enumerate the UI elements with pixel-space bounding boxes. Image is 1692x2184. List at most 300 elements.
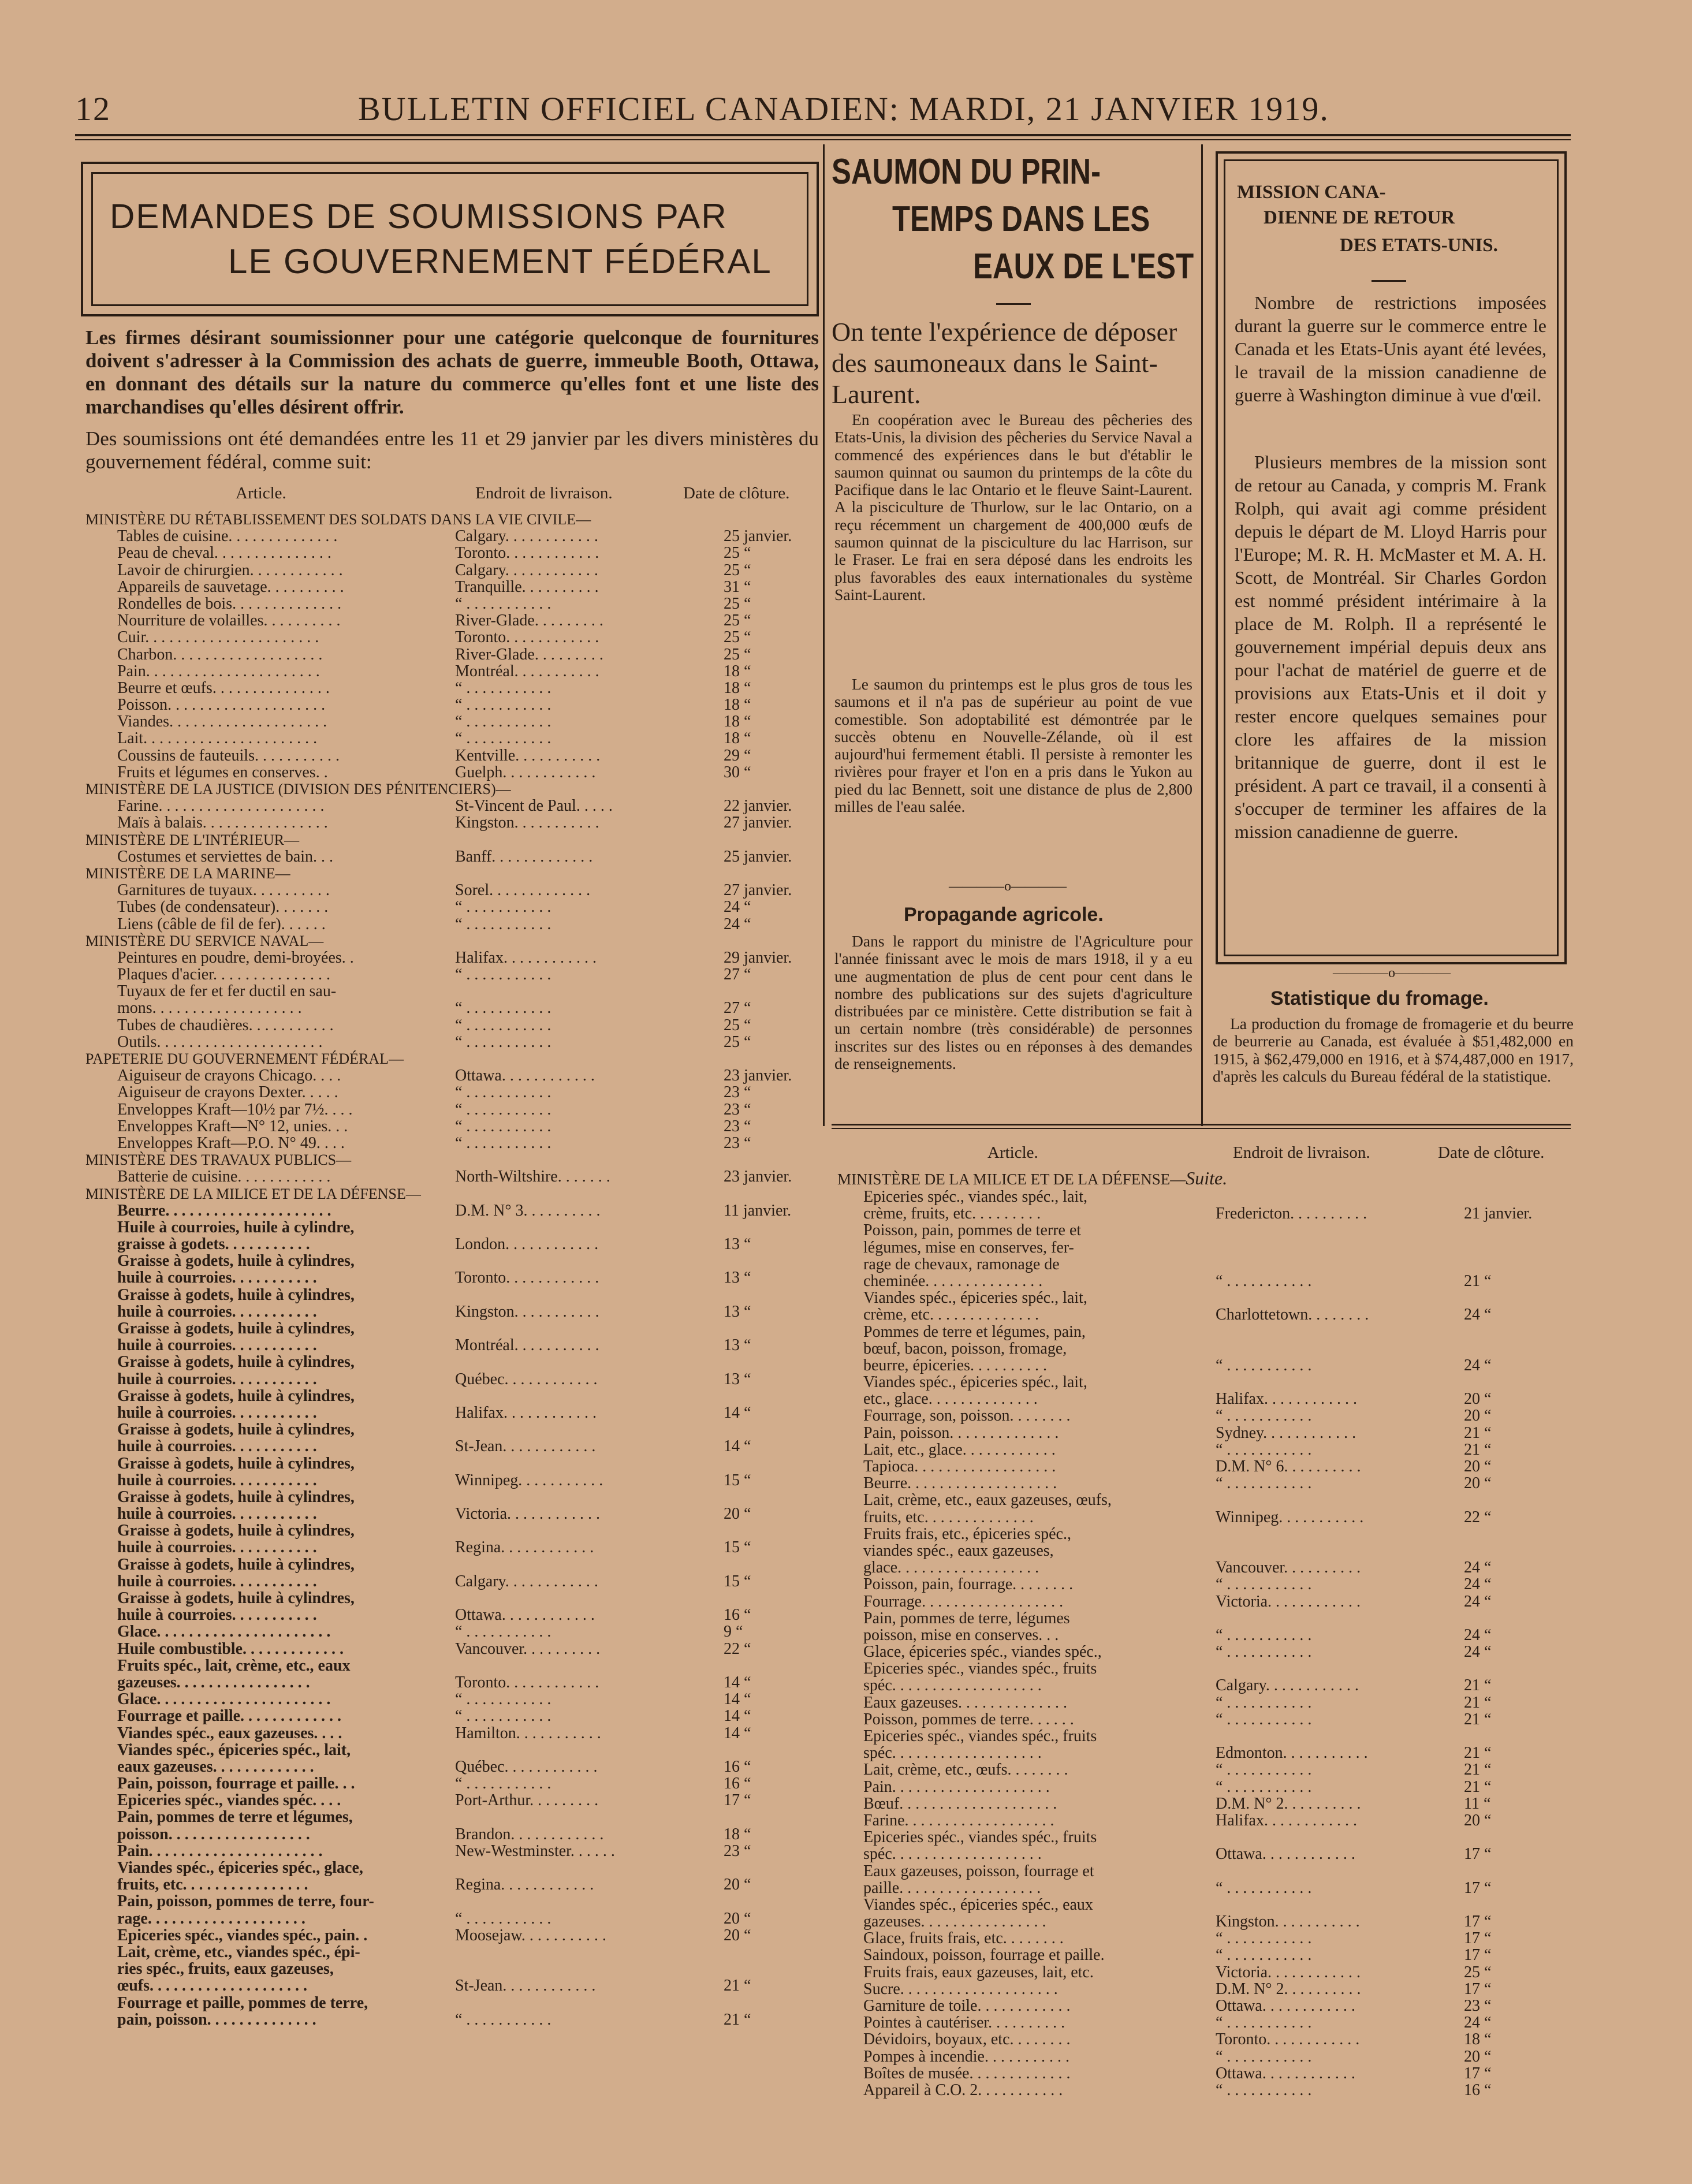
article-cell: Viandes spéc., épiceries spéc., eaux (863, 1895, 1093, 1914)
closing-date-cell: 13 “ (724, 1302, 751, 1321)
closing-date-cell: 21 “ (1464, 1744, 1492, 1762)
salmon-heading-line3: EAUX DE L'EST (973, 247, 1194, 286)
closing-date-cell: 23 “ (724, 1134, 751, 1152)
table-row (85, 1388, 819, 1404)
closing-date-cell: 14 “ (724, 1707, 751, 1725)
closing-date-cell: 23 “ (1464, 1997, 1492, 2015)
closing-date-cell: 20 “ (1464, 1811, 1492, 1829)
agri-heading: Propagande agricole. (904, 904, 1104, 926)
delivery-cell: Halifax. . . . . . . . . . . . (1216, 1390, 1357, 1408)
article-cell: mons. . . . . . . . . . . . . . . . . . . (117, 999, 302, 1018)
delivery-cell: Victoria. . . . . . . . . . . . (455, 1505, 601, 1523)
table-row (85, 1000, 819, 1016)
table-row (85, 1017, 819, 1034)
article-cell: Graisse à godets, huile à cylindres, (117, 1488, 355, 1506)
delivery-cell: New-Westminster. . . . . . (455, 1842, 615, 1860)
table-row (85, 1135, 819, 1151)
table-row (837, 1913, 1571, 1930)
delivery-cell: Québec. . . . . . . . . . . . (455, 1757, 598, 1776)
delivery-cell: “ . . . . . . . . . . . (455, 915, 551, 933)
lower-tender-table (837, 1188, 1571, 2099)
table-row (85, 2011, 819, 2028)
table-row (85, 1253, 819, 1269)
delivery-cell: “ . . . . . . . . . . . (455, 1690, 551, 1709)
table-row (85, 1101, 819, 1118)
article-cell: Huile combustible. . . . . . . . . . . . . (117, 1639, 344, 1658)
article-cell: Lait. . . . . . . . . . . . . . . . . . . . . . (117, 729, 318, 748)
delivery-cell: Halifax. . . . . . . . . . . . (455, 948, 597, 967)
table-row (85, 1775, 819, 1792)
table-row (85, 629, 819, 646)
table-row (85, 814, 819, 831)
article-cell: Sucre. . . . . . . . . . . . . . . . . . . . (863, 1980, 1058, 1998)
table-row (85, 1977, 819, 1994)
article-cell: Graisse à godets, huile à cylindres, (117, 1522, 355, 1540)
table-row (85, 696, 819, 713)
delivery-cell: Québec. . . . . . . . . . . . (455, 1370, 598, 1388)
table-row (85, 1472, 819, 1489)
table-row (837, 1593, 1571, 1610)
article-cell: Garnitures de tuyaux. . . . . . . . . . (117, 881, 330, 900)
article-cell: huile à courroies. . . . . . . . . . . (117, 1269, 317, 1287)
col-article: Article. (236, 484, 286, 502)
article-cell: Saindoux, poisson, fourrage et paille. (863, 1946, 1105, 1965)
delivery-cell: St-Vincent de Paul. . . . . (455, 797, 613, 815)
closing-date-cell: 21 “ (1464, 1693, 1492, 1712)
closing-date-cell: 18 “ (724, 713, 751, 731)
article-cell: Beurre. . . . . . . . . . . . . . . . . . . . . (117, 1201, 331, 1220)
closing-date-cell: 17 “ (724, 1791, 751, 1810)
closing-date-cell: 14 “ (724, 1690, 751, 1709)
delivery-cell: Victoria. . . . . . . . . . . . (1216, 1963, 1361, 1981)
article-cell: Lait, crème, etc., œufs. . . . . . . . (863, 1761, 1068, 1779)
article-cell: Epiceries spéc., viandes spéc., lait, (863, 1188, 1087, 1206)
closing-date-cell: 27 janvier. (724, 814, 792, 832)
article-cell: Plaques d'acier. . . . . . . . . . . . . . . (117, 966, 330, 984)
article-cell: Tubes de chaudières. . . . . . . . . . . (117, 1016, 334, 1034)
table-row (837, 1896, 1571, 1913)
delivery-cell: “ . . . . . . . . . . . (1216, 1879, 1312, 1897)
closing-date-cell: 9 “ (724, 1623, 743, 1641)
article-cell: etc., glace. . . . . . . . . . . . . . (863, 1390, 1038, 1408)
closing-date-cell: 21 “ (1464, 1676, 1492, 1695)
closing-date-cell: 24 “ (724, 898, 751, 916)
article-cell: Graisse à godets, huile à cylindres, (117, 1252, 355, 1270)
delivery-cell: “ . . . . . . . . . . . (455, 1117, 551, 1135)
col-endroit: Endroit de livraison. (475, 484, 613, 502)
delivery-cell: Halifax. . . . . . . . . . . . (1216, 1811, 1357, 1829)
table-row (85, 899, 819, 915)
closing-date-cell: 29 “ (724, 746, 751, 765)
article-cell: Tuyaux de fer et fer ductil en sau- (117, 982, 337, 1001)
article-cell: Graisse à godets, huile à cylindres, (117, 1555, 355, 1574)
delivery-cell: “ . . . . . . . . . . . (1216, 1575, 1312, 1594)
article-cell: Graisse à godets, huile à cylindres, (117, 1589, 355, 1607)
article-cell: rage. . . . . . . . . . . . . . . . . . . . (117, 1909, 305, 1928)
delivery-cell: Sorel. . . . . . . . . . . . . (455, 881, 591, 900)
ministry-label: MINISTÈRE DES TRAVAUX PUBLICS— (85, 1151, 352, 1169)
table-row (837, 1795, 1571, 1812)
table-row (85, 1421, 819, 1438)
salmon-paragraph-2: Le saumon du printemps est le plus gros de tous les saumons et il n'a pas de supérieur au point de vue comestible. Son adoptabilité est démontrée par le succès obtenu en Nouvelle-Zélande, où il est aujourd'hui fermement établi. Il persiste à remonter les rivières pour frayer et l'on en a pris dans le Yukon au pied du lac Bennett, soit une distance de plus de 2,800 milles de l'eau salée. (834, 675, 1192, 816)
ministry-label: MINISTÈRE DE LA JUSTICE (DIVISION DES PÉNITENCIERS)— (85, 781, 511, 797)
delivery-cell: “ . . . . . . . . . . . (1216, 1777, 1312, 1796)
delivery-cell: “ . . . . . . . . . . . (455, 1016, 551, 1034)
table-row (85, 1236, 819, 1253)
closing-date-cell: 25 “ (724, 594, 751, 613)
delivery-cell: Vancouver. . . . . . . . . . (1216, 1559, 1361, 1577)
closing-date-cell: 17 “ (1464, 1879, 1492, 1897)
article-cell: gazeuses. . . . . . . . . . . . . . . . . (117, 1673, 310, 1691)
lower-col-article: Article. (987, 1143, 1038, 1162)
table-row (837, 1306, 1571, 1323)
article-cell: Graisse à godets, huile à cylindres, (117, 1353, 355, 1371)
article-cell: Tapioca. . . . . . . . . . . . . . . . . . (863, 1458, 1056, 1475)
table-row (85, 595, 819, 612)
article-cell: Pain. . . . . . . . . . . . . . . . . . . . . . (117, 1842, 323, 1860)
ministry-label: MINISTÈRE DE LA MARINE— (85, 864, 290, 882)
table-row (85, 882, 819, 899)
closing-date-cell: 16 “ (1464, 2081, 1492, 2099)
closing-date-cell: 30 “ (724, 763, 751, 781)
table-row (85, 1320, 819, 1337)
article-cell: Pain, poisson, fourrage et paille. . . (117, 1775, 355, 1793)
closing-date-cell: 25 janvier. (724, 527, 792, 546)
article-cell: Appareils de sauvetage. . . . . . . . . . (117, 577, 344, 596)
table-row (85, 797, 819, 814)
article-cell: Poisson, pommes de terre. . . . . . (863, 1710, 1074, 1728)
table-row (85, 612, 819, 629)
table-row (85, 949, 819, 966)
table-row (85, 1084, 819, 1101)
lower-section-heading (837, 1168, 1227, 1189)
closing-date-cell: 18 “ (724, 679, 751, 697)
article-cell: Pain. . . . . . . . . . . . . . . . . . . . . . (117, 662, 320, 680)
mission-title-line2: DIENNE DE RETOUR (1264, 207, 1455, 228)
delivery-cell: Regina. . . . . . . . . . . . (455, 1876, 594, 1894)
closing-date-cell: 16 “ (724, 1757, 751, 1776)
table-row (837, 1812, 1571, 1829)
delivery-cell: “ . . . . . . . . . . . (1216, 1474, 1312, 1493)
table-row (85, 1961, 819, 1977)
article-cell: Huile à courroies, huile à cylindre, (117, 1218, 355, 1236)
left-tender-table (85, 511, 819, 2028)
ministry-label: PAPETERIE DU GOUVERNEMENT FÉDÉRAL— (85, 1050, 404, 1067)
article-cell: Lavoir de chirurgien. . . . . . . . . . . . (117, 561, 343, 579)
closing-date-cell: 20 “ (724, 1876, 751, 1894)
intro-normal: Des soumissions ont été demandées entre les 11 et 29 janvier par les divers ministères du gouvernement fédéral, comme suit: (85, 427, 819, 473)
closing-date-cell: 17 “ (1464, 1913, 1492, 1931)
closing-date-cell: 18 “ (724, 729, 751, 748)
closing-date-cell: 21 “ (1464, 1423, 1492, 1442)
article-cell: Lait, crème, etc., viandes spéc., épi- (117, 1943, 360, 1961)
delivery-cell: River-Glade. . . . . . . . . (455, 645, 603, 664)
table-row (85, 1522, 819, 1539)
table-row (85, 1539, 819, 1556)
closing-date-cell: 15 “ (724, 1471, 751, 1489)
table-row (837, 1829, 1571, 1846)
page-header (75, 90, 1565, 130)
table-row (85, 983, 819, 1000)
table-row (85, 1859, 819, 1876)
delivery-cell: “ . . . . . . . . . . . (455, 1909, 551, 1928)
table-row (85, 1168, 819, 1185)
closing-date-cell: 13 “ (724, 1269, 751, 1287)
article-cell: huile à courroies. . . . . . . . . . . (117, 1403, 317, 1422)
closing-date-cell: 18 “ (724, 662, 751, 680)
article-cell: Lait, crème, etc., eaux gazeuses, œufs, (863, 1491, 1112, 1510)
delivery-cell: “ . . . . . . . . . . . (1216, 1693, 1312, 1712)
fromage-heading: Statistique du fromage. (1270, 987, 1489, 1009)
delivery-cell: “ . . . . . . . . . . . (455, 1100, 551, 1119)
table-row (837, 1340, 1571, 1357)
article-cell: huile à courroies. . . . . . . . . . . (117, 1370, 317, 1388)
article-cell: Aiguiseur de crayons Chicago. . . . (117, 1067, 341, 1085)
table-row (85, 848, 819, 865)
article-cell: Glace, épiceries spéc., viandes spéc., (863, 1643, 1102, 1661)
salmon-subheading: On tente l'expérience de déposer des saumoneaux dans le Saint-Laurent. (832, 317, 1177, 409)
closing-date-cell: 23 “ (724, 1842, 751, 1860)
salmon-heading (832, 151, 1201, 293)
table-row (85, 1742, 819, 1758)
closing-date-cell: 22 “ (724, 1639, 751, 1658)
table-row (85, 528, 819, 545)
delivery-cell: Guelph. . . . . . . . . . . . (455, 763, 596, 781)
article-cell: Graisse à godets, huile à cylindres, (117, 1387, 355, 1405)
delivery-cell: D.M. N° 2. . . . . . . . . . (1216, 1794, 1361, 1813)
ministry-heading (85, 1186, 819, 1202)
delivery-cell: “ . . . . . . . . . . . (1216, 1761, 1312, 1779)
closing-date-cell: 15 “ (724, 1572, 751, 1590)
article-cell: fruits, etc. . . . . . . . . . . . . . . . (117, 1876, 308, 1894)
lower-rule-2 (832, 1128, 1571, 1129)
article-cell: Pain. . . . . . . . . . . . . . . . . . . . (863, 1777, 1050, 1796)
table-row (85, 1573, 819, 1590)
article-cell: Maïs à balais. . . . . . . . . . . . . . . . (117, 814, 328, 832)
delivery-cell: Toronto. . . . . . . . . . . . (455, 544, 599, 562)
table-row (837, 1324, 1571, 1340)
delivery-cell: D.M. N° 6. . . . . . . . . . (1216, 1458, 1361, 1475)
article-cell: Epiceries spéc., viandes spéc., pain. . (117, 1926, 368, 1944)
article-cell: Enveloppes Kraft—P.O. N° 49. . . . (117, 1134, 345, 1152)
table-row (85, 713, 819, 730)
table-row (837, 1239, 1571, 1256)
delivery-cell: North-Wiltshire. . . . . . . (455, 1168, 610, 1186)
delivery-cell: “ . . . . . . . . . . . (455, 1775, 551, 1793)
table-row (837, 1660, 1571, 1677)
delivery-cell: Ottawa. . . . . . . . . . . . (455, 1606, 595, 1624)
article-cell: Tubes (de condensateur). . . . . . . (117, 898, 329, 916)
article-cell: Poisson, pain, pommes de terre et (863, 1221, 1082, 1240)
table-row (837, 1222, 1571, 1239)
table-row (85, 545, 819, 561)
delivery-cell: Regina. . . . . . . . . . . . (455, 1538, 594, 1557)
article-cell: Fourrage, son, poisson. . . . . . . . (863, 1407, 1071, 1425)
closing-date-cell: 13 “ (724, 1235, 751, 1254)
delivery-cell: Hamilton. . . . . . . . . . . (455, 1724, 601, 1742)
table-row (85, 1067, 819, 1084)
page-number: 12 (75, 90, 111, 128)
table-row (85, 1269, 819, 1286)
article-cell: Tables de cuisine. . . . . . . . . . . . . . (117, 527, 338, 546)
article-cell: huile à courroies. . . . . . . . . . . (117, 1437, 317, 1456)
table-row (837, 2048, 1571, 2065)
table-row (837, 1205, 1571, 1222)
mission-title-line3: DES ETATS-UNIS. (1340, 235, 1498, 256)
delivery-cell: Port-Arthur. . . . . . . . . (455, 1791, 599, 1810)
delivery-cell: Toronto. . . . . . . . . . . . (455, 1269, 599, 1287)
article-cell: poisson, mise en conserves. . . (863, 1626, 1059, 1644)
article-cell: Pointes à cautériser. . . . . . . . . . (863, 2014, 1065, 2032)
article-cell: Glace, fruits frais, etc. . . . . . . . (863, 1929, 1064, 1948)
closing-date-cell: 22 “ (1464, 1508, 1492, 1526)
article-cell: Beurre. . . . . . . . . . . . . . . . . . . (863, 1474, 1057, 1493)
closing-date-cell: 25 “ (724, 561, 751, 579)
closing-date-cell: 23 “ (724, 1117, 751, 1135)
article-cell: bœuf, bacon, poisson, fromage, (863, 1339, 1067, 1358)
closing-date-cell: 14 “ (724, 1403, 751, 1422)
article-cell: Graisse à godets, huile à cylindres, (117, 1454, 355, 1473)
table-row (85, 1607, 819, 1623)
article-cell: Epiceries spéc., viandes spéc., fruits (863, 1660, 1097, 1678)
closing-date-cell: 15 “ (724, 1538, 751, 1557)
table-row (85, 1590, 819, 1607)
mission-divider (1372, 280, 1406, 282)
table-row (837, 1610, 1571, 1627)
ministry-label: MINISTÈRE DE L'INTÉRIEUR— (85, 831, 300, 848)
table-row (85, 579, 819, 595)
closing-date-cell: 20 “ (724, 1926, 751, 1944)
delivery-cell: Ottawa. . . . . . . . . . . . (1216, 1845, 1355, 1864)
closing-date-cell: 27 janvier. (724, 881, 792, 900)
article-cell: crème, etc. . . . . . . . . . . . . . (863, 1306, 1039, 1324)
closing-date-cell: 25 “ (724, 645, 751, 664)
article-cell: Fruits spéc., lait, crème, etc., eaux (117, 1656, 351, 1675)
article-cell: Viandes. . . . . . . . . . . . . . . . . . . . (117, 713, 327, 731)
article-cell: huile à courroies. . . . . . . . . . . (117, 1505, 317, 1523)
article-cell: fruits, etc. . . . . . . . . . . . . . (863, 1508, 1034, 1526)
article-cell: Pain, poisson, pommes de terre, four- (117, 1892, 374, 1911)
closing-date-cell: 27 “ (724, 966, 751, 984)
table-row (837, 1677, 1571, 1694)
table-row (837, 1643, 1571, 1660)
delivery-cell: D.M. N° 3. . . . . . . . . . (455, 1201, 601, 1220)
closing-date-cell: 21 “ (724, 2010, 751, 2029)
ministry-heading (85, 511, 819, 528)
table-row (85, 1287, 819, 1303)
delivery-cell: “ . . . . . . . . . . . (455, 1033, 551, 1051)
article-cell: Costumes et serviettes de bain. . . (117, 847, 334, 866)
closing-date-cell: 14 “ (724, 1437, 751, 1456)
delivery-cell: Winnipeg. . . . . . . . . . . (455, 1471, 603, 1489)
article-cell: Nourriture de volailles. . . . . . . . . . (117, 612, 341, 630)
article-cell: Epiceries spéc., viandes spéc. . . . (117, 1791, 341, 1810)
article-cell: Rondelles de bois. . . . . . . . . . . . . . (117, 594, 342, 613)
closing-date-cell: 17 “ (1464, 1946, 1492, 1965)
table-row (837, 1526, 1571, 1542)
delivery-cell: “ . . . . . . . . . . . (455, 713, 551, 731)
delivery-cell: Kentville. . . . . . . . . . . (455, 746, 601, 765)
table-row (85, 747, 819, 764)
table-row (837, 2031, 1571, 2048)
closing-date-cell: 25 “ (724, 1033, 751, 1051)
article-cell: Eaux gazeuses, poisson, fourrage et (863, 1862, 1094, 1880)
article-cell: Farine. . . . . . . . . . . . . . . . . . . . . (117, 797, 325, 815)
delivery-cell: St-Jean. . . . . . . . . . . . (455, 1977, 596, 1995)
table-row (837, 1576, 1571, 1593)
agri-paragraph: Dans le rapport du ministre de l'Agriculture pour l'année finissant avec le mois de mars 1918, il y a eu une augmentation de plus de cent pour cent dans le nombre des publications sur des sujets d'agriculture distribuées par ce ministère. Cette distribution se fait à un certain nombre (très considérable) de personnes inscrites sur des listes ou en réponses à des demandes de renseignements. (834, 932, 1192, 1073)
article-cell: Viandes spéc., épiceries spéc., glace, (117, 1859, 363, 1877)
table-row (837, 1441, 1571, 1458)
delivery-cell: Montréal. . . . . . . . . . . (455, 662, 599, 680)
lower-column-headers (834, 1143, 1574, 1164)
delivery-cell: River-Glade. . . . . . . . . (455, 612, 603, 630)
closing-date-cell: 14 “ (724, 1673, 751, 1691)
delivery-cell: Edmonton. . . . . . . . . . . (1216, 1744, 1368, 1762)
header-rule-thin (75, 139, 1571, 140)
table-row (85, 1876, 819, 1893)
closing-date-cell: 25 “ (724, 628, 751, 647)
article-cell: rage de chevaux, ramonage de (863, 1255, 1060, 1273)
title-frame (81, 162, 819, 316)
column-rule-2 (1201, 144, 1203, 1126)
article-cell: paille. . . . . . . . . . . . . . . . . . (863, 1879, 1041, 1897)
closing-date-cell: 21 “ (1464, 1710, 1492, 1728)
ministry-heading (85, 1151, 819, 1168)
closing-date-cell: 22 janvier. (724, 797, 792, 815)
table-row (837, 1779, 1571, 1795)
table-row (837, 2065, 1571, 2082)
closing-date-cell: 24 “ (1464, 1643, 1492, 1661)
delivery-cell: “ . . . . . . . . . . . (455, 1623, 551, 1641)
delivery-cell: “ . . . . . . . . . . . (455, 679, 551, 697)
table-row (85, 1641, 819, 1657)
closing-date-cell: 11 janvier. (724, 1201, 792, 1220)
delivery-cell: “ . . . . . . . . . . . (1216, 1946, 1312, 1965)
ministry-heading (85, 781, 819, 797)
table-row (85, 730, 819, 747)
delivery-cell: Calgary. . . . . . . . . . . . (455, 1572, 598, 1590)
ornament-divider: ————o———— (949, 879, 1067, 894)
left-column-headers (85, 484, 819, 505)
closing-date-cell: 11 “ (1464, 1794, 1491, 1813)
table-row (85, 1438, 819, 1455)
delivery-cell: Fredericton. . . . . . . . . . (1216, 1205, 1367, 1223)
table-row (85, 1944, 819, 1961)
closing-date-cell: 21 “ (1464, 1761, 1492, 1779)
table-row (85, 663, 819, 680)
table-row (837, 1694, 1571, 1711)
article-cell: spéc. . . . . . . . . . . . . . . . . . . (863, 1676, 1042, 1695)
article-cell: Garniture de toile. . . . . . . . . . . . (863, 1997, 1071, 2015)
lower-section-suite: Suite. (1186, 1168, 1228, 1188)
table-row (85, 646, 819, 663)
table-row (85, 966, 819, 983)
delivery-cell: “ . . . . . . . . . . . (1216, 1356, 1312, 1374)
table-row (837, 1880, 1571, 1896)
article-cell: glace. . . . . . . . . . . . . . . . . . (863, 1559, 1039, 1577)
ministry-label: MINISTÈRE DU SERVICE NAVAL— (85, 932, 324, 949)
article-cell: viandes spéc., eaux gazeuses, (863, 1541, 1054, 1560)
closing-date-cell: 20 “ (1464, 1390, 1492, 1408)
lower-section-label: MINISTÈRE DE LA MILICE ET DE LA DÉFENSE— (837, 1171, 1186, 1188)
table-row (85, 1893, 819, 1910)
article-cell: huile à courroies. . . . . . . . . . . (117, 1471, 317, 1489)
delivery-cell: Calgary. . . . . . . . . . . . (1216, 1676, 1359, 1695)
article-cell: Fourrage et paille. . . . . . . . . . . . . (117, 1707, 342, 1725)
table-row (837, 1947, 1571, 1963)
column-rule-1 (823, 144, 825, 1126)
